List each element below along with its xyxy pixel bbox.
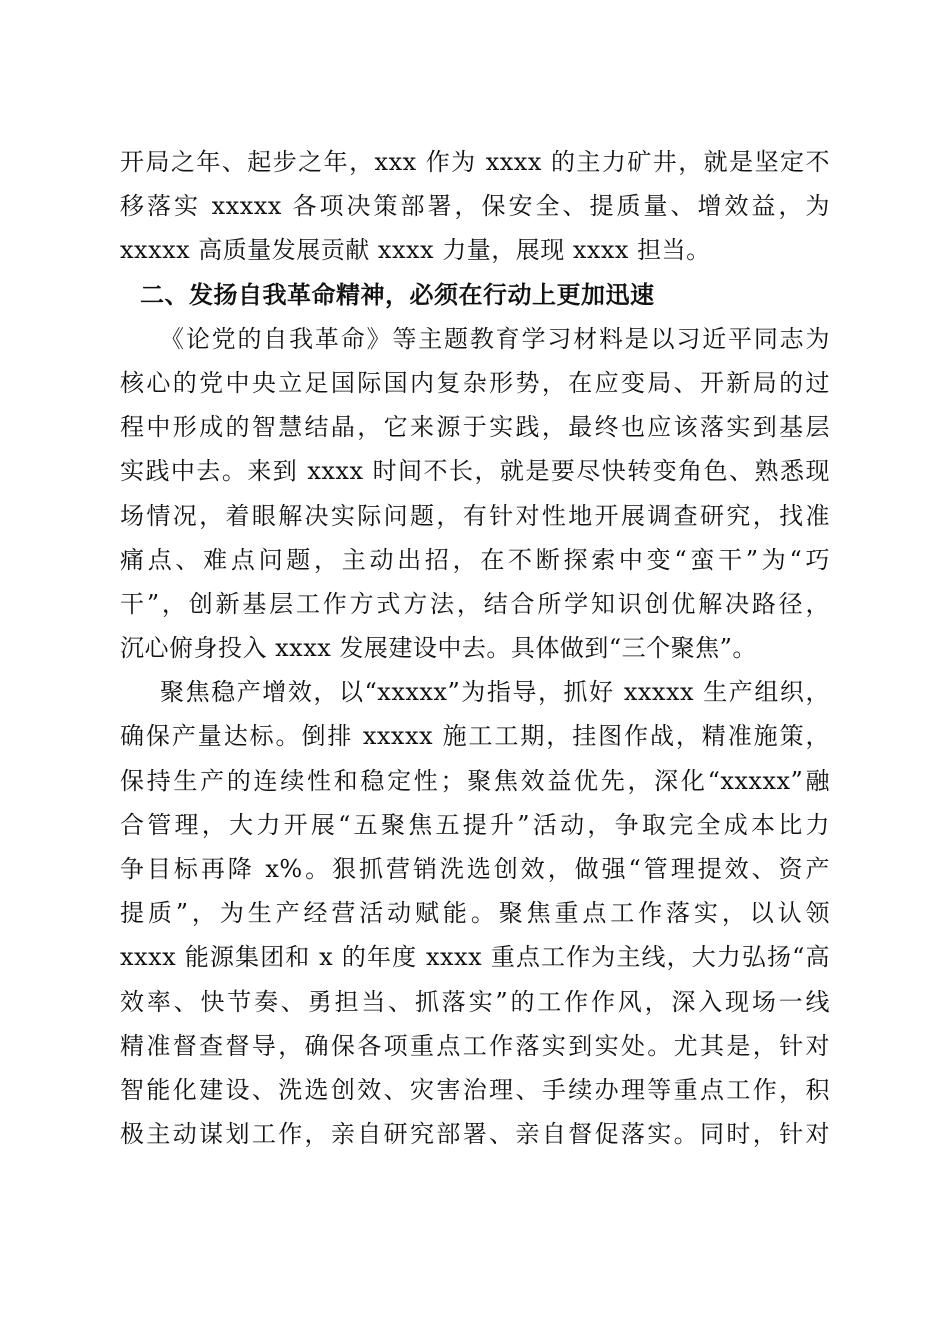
text-line: 极主动谋划工作，亲自研究部署、亲自督促落实。同时，针对 [120, 1120, 830, 1149]
text-line: xxxx 能源集团和 x 的年度 xxxx 重点工作为主线，大力弘扬“高 [120, 943, 830, 972]
text-line: xxxxx 高质量发展贡献 xxxx 力量，展现 xxxx 担当。 [120, 236, 711, 265]
text-line: 沉心俯身投入 xxxx 发展建设中去。具体做到“三个聚焦”。 [120, 634, 757, 663]
text-line: 《论党的自我革命》等主题教育学习材料是以习近平同志为 [160, 324, 830, 353]
section-heading: 二、发扬自我革命精神，必须在行动上更加迅速 [140, 280, 655, 309]
text-line: 核心的党中央立足国际国内复杂形势，在应变局、开新局的过 [120, 368, 830, 397]
text-line: 痛点、难点问题，主动出招，在不断探索中变“蛮干”为“巧 [120, 545, 830, 574]
text-line: 移落实 xxxxx 各项决策部署，保安全、提质量、增效益，为 [120, 192, 830, 221]
document-body [120, 140, 830, 1156]
text-line: 精准督查督导，确保各项重点工作落实到实处。尤其是，针对 [120, 1031, 830, 1060]
text-line: 保持生产的连续性和稳定性；聚焦效益优先，深化“xxxxx”融 [120, 766, 830, 795]
text-line: 合管理，大力开展“五聚焦五提升”活动，争取完全成本比力 [120, 810, 830, 839]
text-line: 聚焦稳产增效，以“xxxxx”为指导，抓好 xxxxx 生产组织， [160, 678, 830, 707]
text-line: 提质”，为生产经营活动赋能。聚焦重点工作落实，以认领 [120, 899, 830, 928]
text-line: 智能化建设、洗选创效、灾害治理、手续办理等重点工作，积 [120, 1075, 830, 1104]
text-line: 干”，创新基层工作方式方法，结合所学知识创优解决路径， [120, 589, 830, 618]
text-line: 开局之年、起步之年，xxx 作为 xxxx 的主力矿井，就是坚定不 [120, 148, 830, 176]
text-line: 实践中去。来到 xxxx 时间不长，就是要尽快转变角色、熟悉现 [120, 457, 830, 486]
text-line: 争目标再降 x%。狠抓营销洗选创效，做强“管理提效、资产 [120, 855, 830, 883]
text-line: 场情况，着眼解决实际问题，有针对性地开展调查研究，找准 [120, 501, 830, 530]
text-line: 效率、快节奏、勇担当、抓落实”的工作作风，深入现场一线 [120, 987, 830, 1016]
text-line: 确保产量达标。倒排 xxxxx 施工工期，挂图作战，精准施策， [120, 722, 830, 751]
text-line: 程中形成的智慧结晶，它来源于实践，最终也应该落实到基层 [120, 413, 830, 442]
